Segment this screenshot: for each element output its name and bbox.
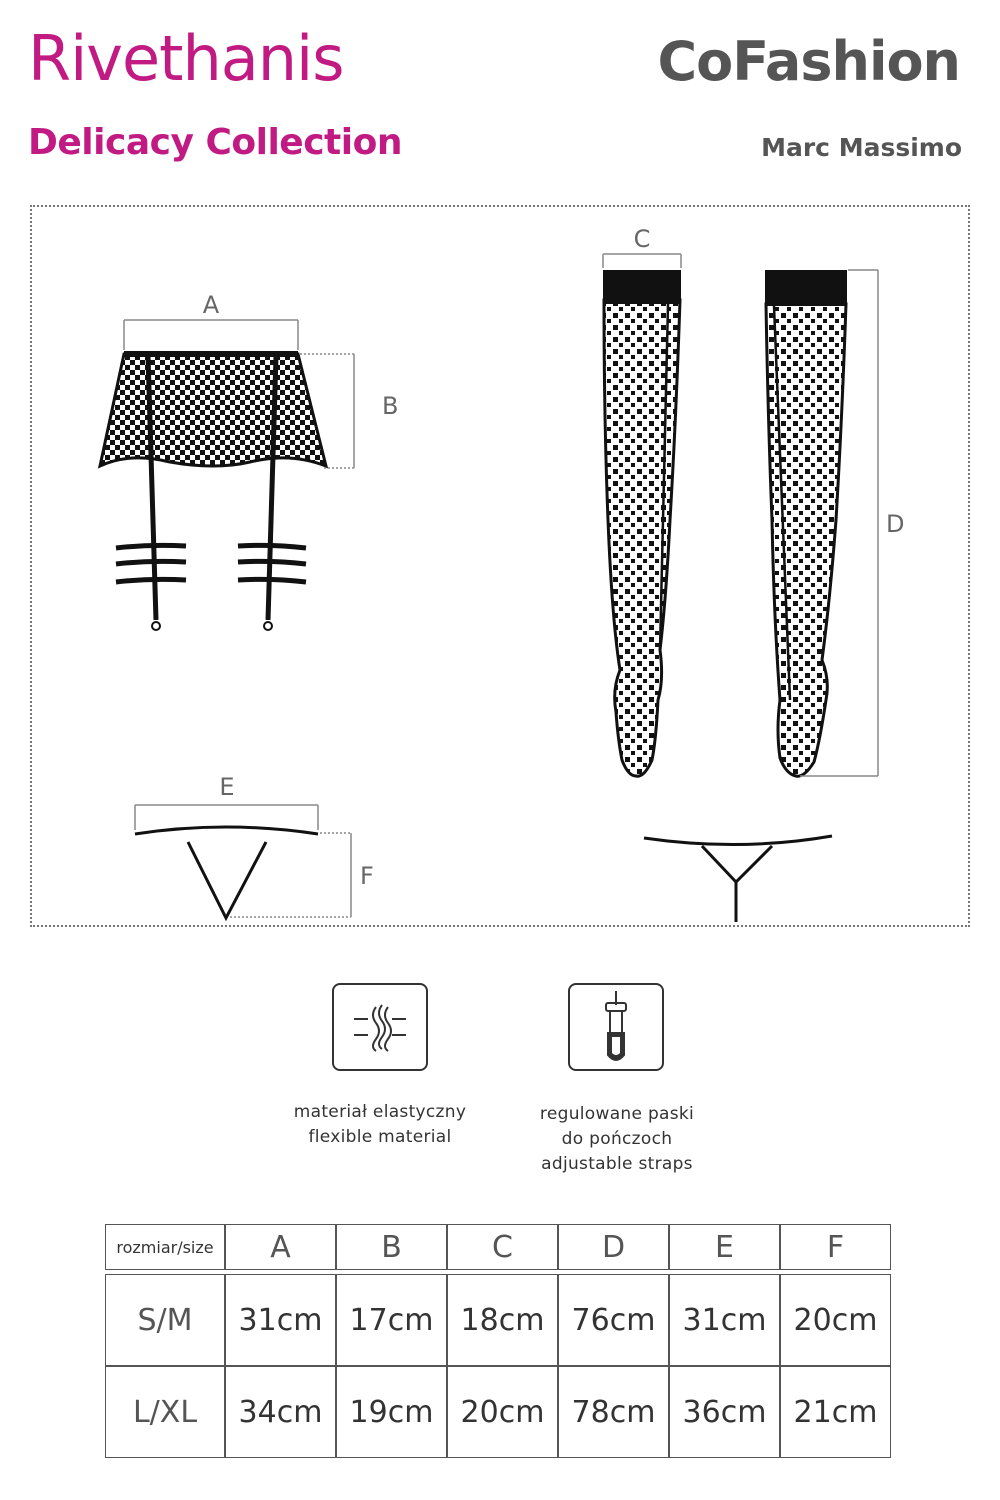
dimension-e (135, 773, 318, 830)
feature-line: do pończoch (561, 1129, 673, 1149)
garter-belt-drawing (100, 354, 326, 630)
dimension-label-e: E (219, 773, 235, 801)
collection-name: Delicacy Collection (28, 122, 402, 163)
table-cell: 19cm (336, 1366, 447, 1458)
stocking-front-drawing (603, 270, 681, 776)
table-cell: 76cm (558, 1274, 669, 1366)
column-header: B (336, 1224, 447, 1270)
column-header: F (780, 1224, 891, 1270)
feature-flexible-material-text (260, 1100, 500, 1150)
feature-line: flexible material (308, 1127, 452, 1147)
designer-name: Marc Massimo (761, 133, 962, 162)
table-cell: 17cm (336, 1274, 447, 1366)
column-header: C (447, 1224, 558, 1270)
feature-line: materiał elastyczny (293, 1102, 467, 1122)
flexible-material-icon (332, 983, 428, 1071)
feature-line: regulowane paski (539, 1104, 695, 1124)
size-label: L/XL (105, 1366, 225, 1458)
table-cell: 36cm (669, 1366, 780, 1458)
adjustable-strap-icon (568, 983, 664, 1071)
size-label: S/M (105, 1274, 225, 1366)
size-table-header (105, 1224, 891, 1270)
dimension-a (124, 291, 298, 350)
size-table (105, 1224, 891, 1458)
table-cell: 20cm (447, 1366, 558, 1458)
brand-logo: CoFashion (657, 30, 960, 93)
table-cell: 34cm (225, 1366, 336, 1458)
stocking-back-drawing (765, 270, 847, 776)
thong-back-drawing (644, 836, 832, 922)
product-name: Rivethanis (28, 22, 344, 95)
dimension-label-c: C (633, 225, 651, 253)
feature-line: adjustable straps (541, 1154, 693, 1174)
table-cell: 18cm (447, 1274, 558, 1366)
table-row (105, 1274, 891, 1366)
column-header: A (225, 1224, 336, 1270)
table-cell: 78cm (558, 1366, 669, 1458)
dimension-f (230, 833, 374, 917)
table-cell: 21cm (780, 1366, 891, 1458)
table-row (105, 1366, 891, 1458)
dimension-label-b: B (382, 392, 399, 420)
column-header: D (558, 1224, 669, 1270)
feature-adjustable-straps-text (497, 1102, 737, 1177)
table-cell: 31cm (225, 1274, 336, 1366)
column-header: E (669, 1224, 780, 1270)
dimension-label-d: D (886, 510, 905, 538)
table-cell: 20cm (780, 1274, 891, 1366)
table-cell: 31cm (669, 1274, 780, 1366)
size-table-corner: rozmiar/size (105, 1224, 225, 1270)
dimension-label-a: A (202, 291, 220, 319)
dimension-label-f: F (360, 862, 374, 890)
dimension-c (603, 225, 681, 268)
thong-front-drawing (135, 827, 318, 918)
